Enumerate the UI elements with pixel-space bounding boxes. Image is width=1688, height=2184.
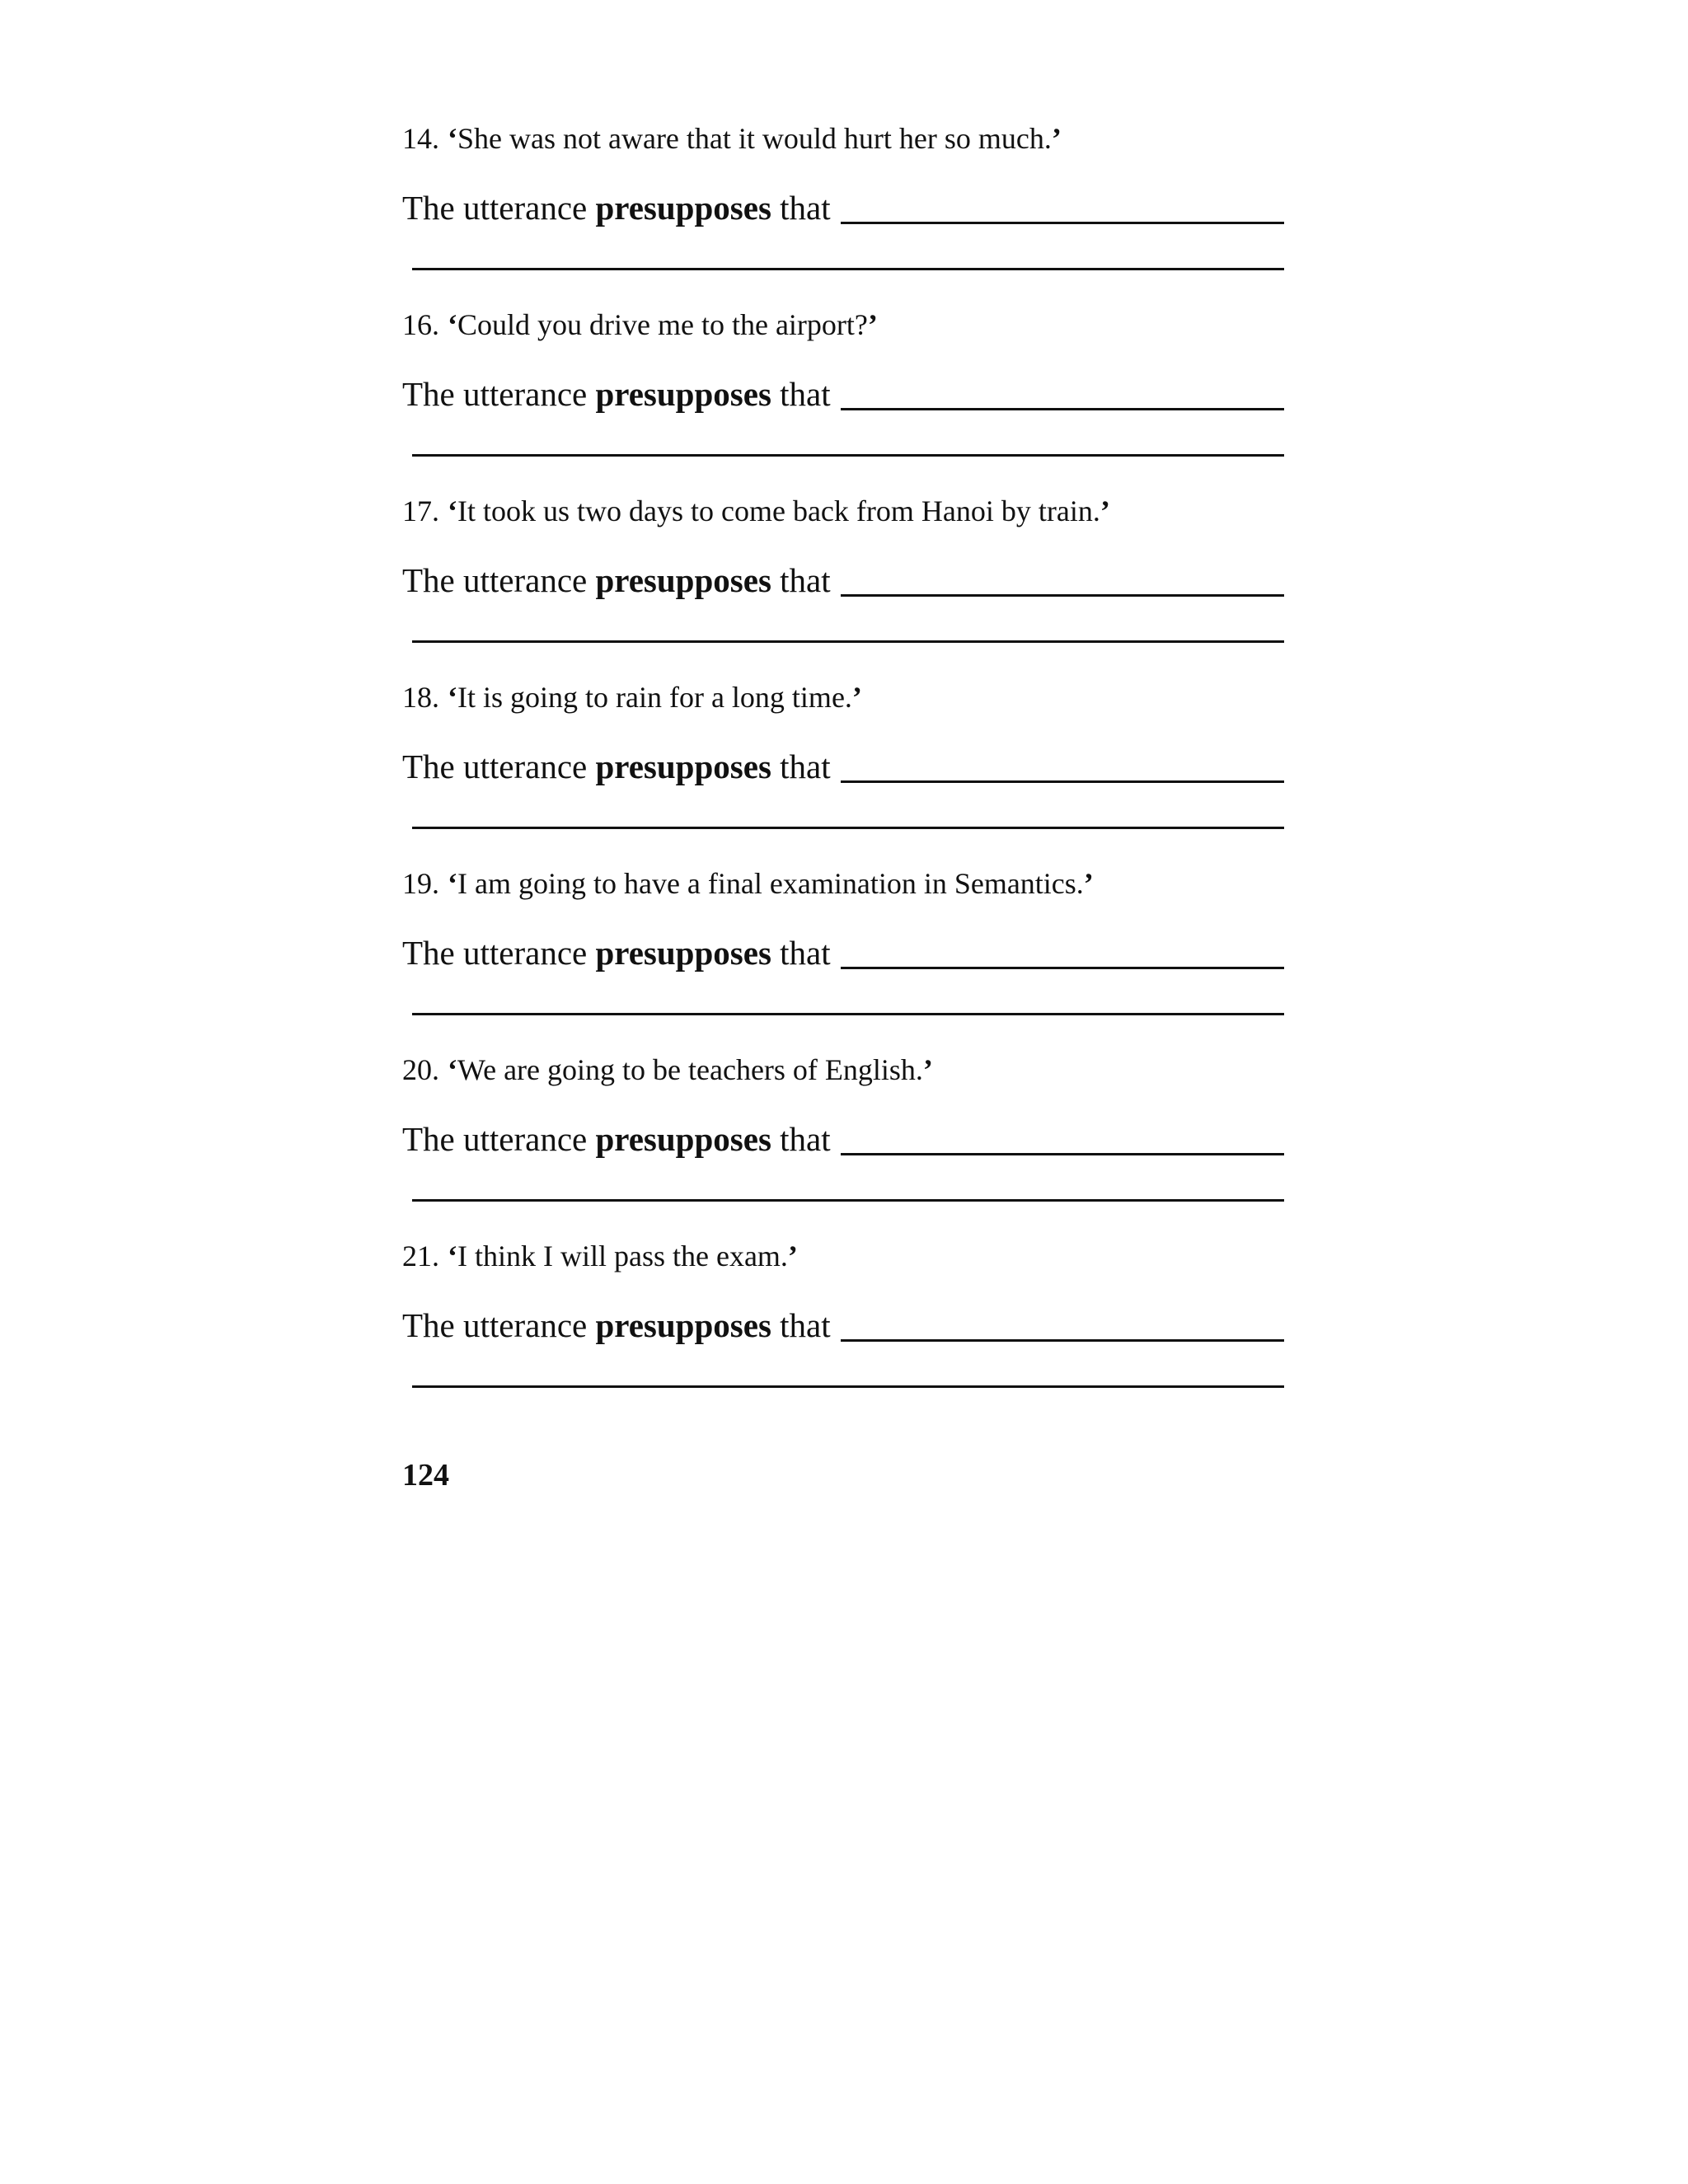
utterance [402,307,878,343]
open-quote: ‘ [448,681,457,714]
close-quote: ’ [922,1053,933,1086]
item-number: 14. [402,122,439,155]
utterance-text: I am going to have a final examination in Semantics. [457,867,1084,900]
close-quote: ’ [1100,494,1110,527]
close-quote: ’ [867,308,878,341]
exercise-item [402,307,1284,493]
exercise-item [402,120,1284,307]
answer-blank-continuation[interactable] [412,640,1284,643]
utterance-text: It took us two days to come back from Hanoi by train. [457,494,1100,527]
close-quote: ’ [1083,867,1094,900]
stem-suffix: that [780,1306,831,1344]
answer-prompt [402,1109,1284,1159]
stem-suffix: that [780,748,831,785]
stem-keyword: presupposes [595,189,771,227]
stem-suffix: that [780,189,831,227]
stem-keyword: presupposes [595,561,771,599]
open-quote: ‘ [448,1240,457,1272]
answer-blank[interactable] [841,372,1284,410]
stem-suffix: that [780,1120,831,1158]
open-quote: ‘ [448,867,457,900]
stem-prefix: The utterance [402,1120,588,1158]
stem-prefix: The utterance [402,1306,588,1344]
utterance [402,1238,798,1274]
open-quote: ‘ [448,1053,457,1086]
utterance [402,493,1110,529]
item-number: 16. [402,308,439,341]
exercise-item [402,493,1284,679]
answer-blank[interactable] [841,185,1284,224]
stem-prefix: The utterance [402,189,588,227]
stem-prefix: The utterance [402,561,588,599]
item-number: 19. [402,867,439,900]
answer-prompt [402,1296,1284,1345]
close-quote: ’ [851,681,862,714]
utterance-text: Could you drive me to the airport? [457,308,868,341]
open-quote: ‘ [448,122,457,155]
utterance [402,120,1062,157]
answer-blank[interactable] [841,1117,1284,1155]
stem-keyword: presupposes [595,375,771,413]
exercise-item [402,865,1284,1052]
exercise-item [402,679,1284,865]
stem-prefix: The utterance [402,375,588,413]
stem-keyword: presupposes [595,748,771,785]
item-number: 18. [402,681,439,714]
answer-blank[interactable] [841,558,1284,597]
answer-blank-continuation[interactable] [412,268,1284,270]
utterance-text: We are going to be teachers of English. [457,1053,923,1086]
answer-prompt [402,923,1284,972]
answer-blank[interactable] [841,930,1284,969]
utterance [402,679,862,715]
item-number: 17. [402,494,439,527]
utterance [402,1052,933,1088]
answer-blank-continuation[interactable] [412,827,1284,829]
utterance-text: She was not aware that it would hurt her so much. [457,122,1052,155]
utterance-text: It is going to rain for a long time. [457,681,852,714]
utterance [402,865,1094,902]
answer-prompt [402,178,1284,227]
open-quote: ‘ [448,308,457,341]
page-number: 124 [402,1458,449,1493]
answer-prompt [402,364,1284,414]
exercise-item [402,1238,1284,1424]
close-quote: ’ [787,1240,798,1272]
item-number: 21. [402,1240,439,1272]
answer-blank-continuation[interactable] [412,1199,1284,1202]
answer-prompt [402,551,1284,600]
stem-keyword: presupposes [595,1120,771,1158]
answer-blank-continuation[interactable] [412,1385,1284,1388]
utterance-text: I think I will pass the exam. [457,1240,788,1272]
open-quote: ‘ [448,494,457,527]
stem-keyword: presupposes [595,934,771,972]
exercise-item [402,1052,1284,1238]
answer-blank[interactable] [841,744,1284,783]
stem-suffix: that [780,375,831,413]
stem-prefix: The utterance [402,748,588,785]
item-number: 20. [402,1053,439,1086]
stem-prefix: The utterance [402,934,588,972]
answer-blank[interactable] [841,1303,1284,1342]
stem-suffix: that [780,561,831,599]
answer-prompt [402,737,1284,786]
answer-blank-continuation[interactable] [412,1013,1284,1015]
stem-keyword: presupposes [595,1306,771,1344]
answer-blank-continuation[interactable] [412,454,1284,457]
stem-suffix: that [780,934,831,972]
close-quote: ’ [1051,122,1062,155]
